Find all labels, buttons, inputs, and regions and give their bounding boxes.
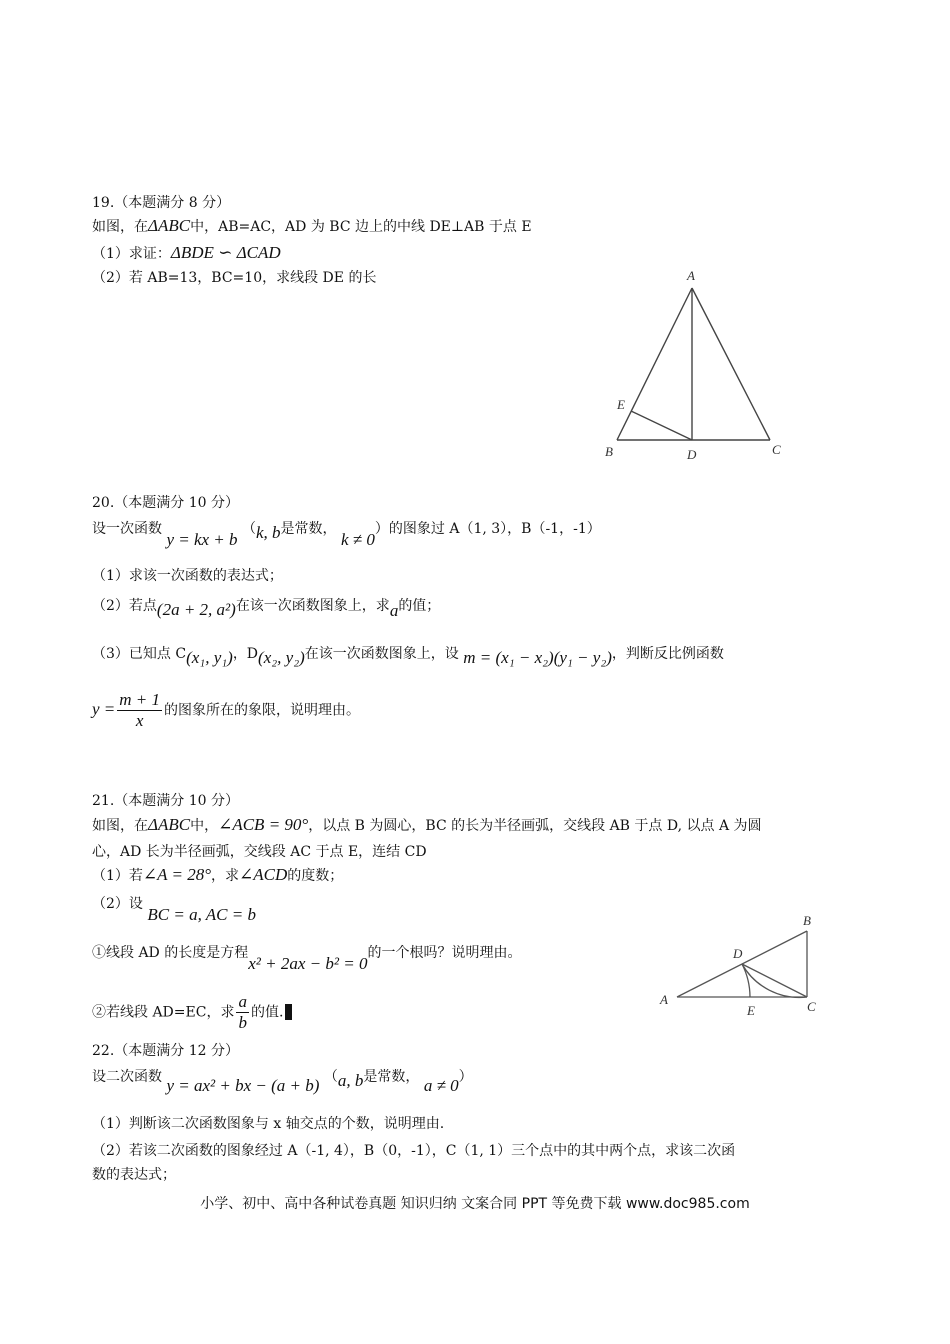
q21-part2: （2）设 BC = a, AC = b: [92, 896, 256, 924]
k-nonzero: k ≠ 0: [341, 530, 375, 549]
q19-header: 19.（本题满分 8 分）: [92, 195, 231, 211]
quadratic-function: y = ax² + bx − (a + b): [166, 1076, 320, 1095]
q21-sub1: ①线段 AD 的长度是方程x² + 2ax − b² = 0的一个根吗？说明理由。: [92, 945, 522, 973]
bc-ac-definition: BC = a, AC = b: [147, 905, 256, 924]
inverse-func-fraction: $\frac{m + 1}{x}$: [119, 690, 161, 730]
q22-part1: （1）判断该二次函数图象与 x 轴交点的个数，说明理由.: [92, 1116, 445, 1132]
var-a: a: [389, 601, 399, 620]
q20-header: 20.（本题满分 10 分）: [92, 495, 239, 511]
q20-part3-cont: y = $\frac{m + 1}{x}$ 的图象所在的象限，说明理由。: [92, 690, 361, 730]
linear-function: y = kx + b: [166, 530, 238, 549]
q21-stem-line2: 心，AD 长为半径画弧，交线段 AC 于点 E，连结 CD: [92, 844, 427, 860]
point-d-coords: (x₂, y₂): [258, 648, 305, 667]
right-angle: ∠ACB = 90°: [218, 815, 309, 834]
q20-part2: （2）若点(2a + 2, a²)在该一次函数图象上，求a的值；: [92, 598, 441, 620]
vertex-b-label: B: [605, 444, 613, 459]
q21-sub2: ②若线段 AD=EC，求 $\frac{a}{b}$ 的值.: [92, 992, 292, 1033]
point-e-label: E: [617, 397, 625, 412]
q20-part3: （3）已知点 C(x₁, y₁)，D(x₂, y₂)在该一次函数图象上，设 m = (x₁ − x₂)(y₁ − y₂)，判断反比例函数: [92, 646, 724, 667]
vertex-c-label: C: [772, 442, 781, 457]
q22-part2: （2）若该二次函数的图象经过 A（-1, 4），B（0，-1），C（1, 1）三个点中的其中两个点，求该二次函: [92, 1143, 736, 1159]
m-definition: m = (x₁ − x₂)(y₁ − y₂): [463, 648, 612, 667]
triangle-abc: ΔABC: [148, 216, 191, 235]
text-cursor: [285, 1004, 292, 1020]
vertex-a-label: A: [687, 268, 695, 283]
q20-part1: （1）求该一次函数的表达式；: [92, 568, 283, 584]
q19-triangle-figure: [598, 263, 794, 467]
kb-vars: k, b: [256, 523, 281, 542]
angle-acd: ∠ACD: [239, 865, 288, 884]
q21-triangle-figure: [652, 906, 824, 1018]
point-d-label: D: [733, 946, 743, 961]
q22-header: 22.（本题满分 12 分）: [92, 1043, 239, 1059]
vertex-a-label: A: [660, 992, 668, 1007]
a-nonzero: a ≠ 0: [423, 1076, 459, 1095]
point-expr: (2a + 2, a²): [156, 600, 236, 619]
q19-stem: 如图，在ΔABC中，AB=AC，AD 为 BC 边上的中线 DE⊥AB 于点 E: [92, 216, 532, 235]
q19-part2: （2）若 AB=13，BC=10，求线段 DE 的长: [92, 270, 377, 286]
angle-a: ∠A = 28°: [142, 865, 212, 884]
inverse-func-y: y =: [92, 699, 116, 719]
q22-part2-cont: 数的表达式；: [92, 1167, 176, 1183]
point-c-coords: (x₁, y₁): [186, 648, 233, 667]
similar-triangles: ΔBDE ∽ ΔCAD: [170, 243, 281, 262]
q21-stem: 如图，在ΔABC中，∠ACB = 90°，以点 B 为圆心，BC 的长为半径画弧，交线段 AB 于点 D, 以点 A 为圆: [92, 815, 762, 834]
q20-stem: 设一次函数 y = kx + b （k, b是常数， k ≠ 0）的图象过 A（1, 3），B（-1，-1）: [92, 521, 601, 549]
vertex-c-label: C: [807, 999, 816, 1014]
triangle-abc: ΔABC: [148, 815, 191, 834]
quadratic-equation: x² + 2ax − b² = 0: [248, 954, 368, 973]
point-d-label: D: [687, 447, 697, 462]
q21-header: 21.（本题满分 10 分）: [92, 793, 239, 809]
vertex-b-label: B: [803, 913, 811, 928]
q22-stem: 设二次函数 y = ax² + bx − (a + b) （a, b是常数， a ≠ 0）: [92, 1069, 473, 1095]
q19-part1: （1）求证：ΔBDE ∽ ΔCAD: [92, 243, 281, 262]
q21-part1: （1）若∠A = 28°，求∠ACD的度数；: [92, 865, 344, 884]
ratio-a-over-b: $\frac{a}{b}$: [238, 992, 247, 1032]
page-footer: 小学、初中、高中各种试卷真题 知识归纳 文案合同 PPT 等免费下载 www.doc985.com: [200, 1196, 750, 1212]
point-e-label: E: [747, 1003, 755, 1018]
ab-vars: a, b: [337, 1071, 364, 1090]
